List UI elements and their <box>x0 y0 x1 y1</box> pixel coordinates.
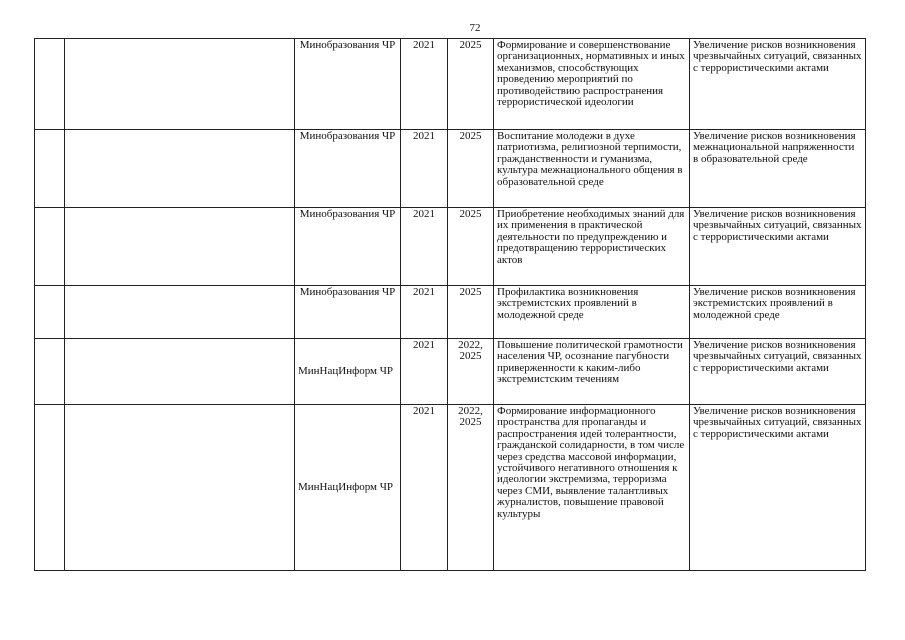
end-year-cell: 2022, 2025 <box>448 339 494 405</box>
start-year-cell: 2021 <box>401 208 448 286</box>
measure-name-cell <box>65 339 295 405</box>
consequence-cell: Увеличение рисков возникновения экстремистских проявлений в молодежной среде <box>690 286 866 339</box>
consequence-cell: Увеличение рисков возникновения чрезвычайных ситуаций, связанных с террористическими актами <box>690 39 866 130</box>
expected-result-cell: Формирование информационного пространства для пропаганды и распространения идей толерантности, гражданской солидарности, в том числе через средства массовой информации, устойчивого негативного отношения к идеологии экстремизма, терроризма через СМИ, выявление талантливых журналистов, повышение правовой культуры <box>494 405 690 571</box>
table-row <box>35 39 866 130</box>
start-year-cell: 2021 <box>401 405 448 571</box>
row-number-cell <box>35 286 65 339</box>
expected-result-cell: Профилактика возникновения экстремистских проявлений в молодежной среде <box>494 286 690 339</box>
executor-cell: Минобразования ЧР <box>295 39 401 130</box>
executor-cell: Минобразования ЧР <box>295 130 401 208</box>
table-row <box>35 339 866 405</box>
expected-result-cell: Повышение политической грамотности населения ЧР, осознание пагубности приверженности к каким-либо экстремистским течениям <box>494 339 690 405</box>
table-row <box>35 208 866 286</box>
start-year-cell: 2021 <box>401 130 448 208</box>
end-year-cell: 2025 <box>448 286 494 339</box>
executor-cell: МинНацИнформ ЧР <box>295 339 401 405</box>
end-year-cell: 2022, 2025 <box>448 405 494 571</box>
row-number-cell <box>35 339 65 405</box>
measures-table <box>34 38 866 571</box>
executor-cell: МинНацИнформ ЧР <box>295 405 401 571</box>
measure-name-cell <box>65 208 295 286</box>
row-number-cell <box>35 208 65 286</box>
start-year-cell: 2021 <box>401 39 448 130</box>
row-number-cell <box>35 130 65 208</box>
row-number-cell <box>35 39 65 130</box>
page-number: 72 <box>469 22 481 34</box>
consequence-cell: Увеличение рисков возникновения межнациональной напряженности в образовательной среде <box>690 130 866 208</box>
consequence-cell: Увеличение рисков возникновения чрезвычайных ситуаций, связанных с террористическими актами <box>690 208 866 286</box>
executor-cell: Минобразования ЧР <box>295 208 401 286</box>
measure-name-cell <box>65 130 295 208</box>
executor-cell: Минобразования ЧР <box>295 286 401 339</box>
start-year-cell: 2021 <box>401 339 448 405</box>
row-number-cell <box>35 405 65 571</box>
end-year-cell: 2025 <box>448 208 494 286</box>
measure-name-cell <box>65 405 295 571</box>
consequence-cell: Увеличение рисков возникновения чрезвычайных ситуаций, связанных с террористическими актами <box>690 405 866 571</box>
expected-result-cell: Воспитание молодежи в духе патриотизма, религиозной терпимости, гражданственности и гуманизма, культура межнационального общения в образовательной среде <box>494 130 690 208</box>
measure-name-cell <box>65 39 295 130</box>
start-year-cell: 2021 <box>401 286 448 339</box>
table-row <box>35 405 866 571</box>
expected-result-cell: Приобретение необходимых знаний для их применения в практической деятельности по предупреждению и предотвращению террористических актов <box>494 208 690 286</box>
consequence-cell: Увеличение рисков возникновения чрезвычайных ситуаций, связанных с террористическими актами <box>690 339 866 405</box>
measure-name-cell <box>65 286 295 339</box>
end-year-cell: 2025 <box>448 130 494 208</box>
end-year-cell: 2025 <box>448 39 494 130</box>
expected-result-cell: Формирование и совершенствование организационных, нормативных и иных механизмов, способствующих проведению мероприятий по противодействию распространения террористической идеологии <box>494 39 690 130</box>
table-row <box>35 286 866 339</box>
table-row <box>35 130 866 208</box>
